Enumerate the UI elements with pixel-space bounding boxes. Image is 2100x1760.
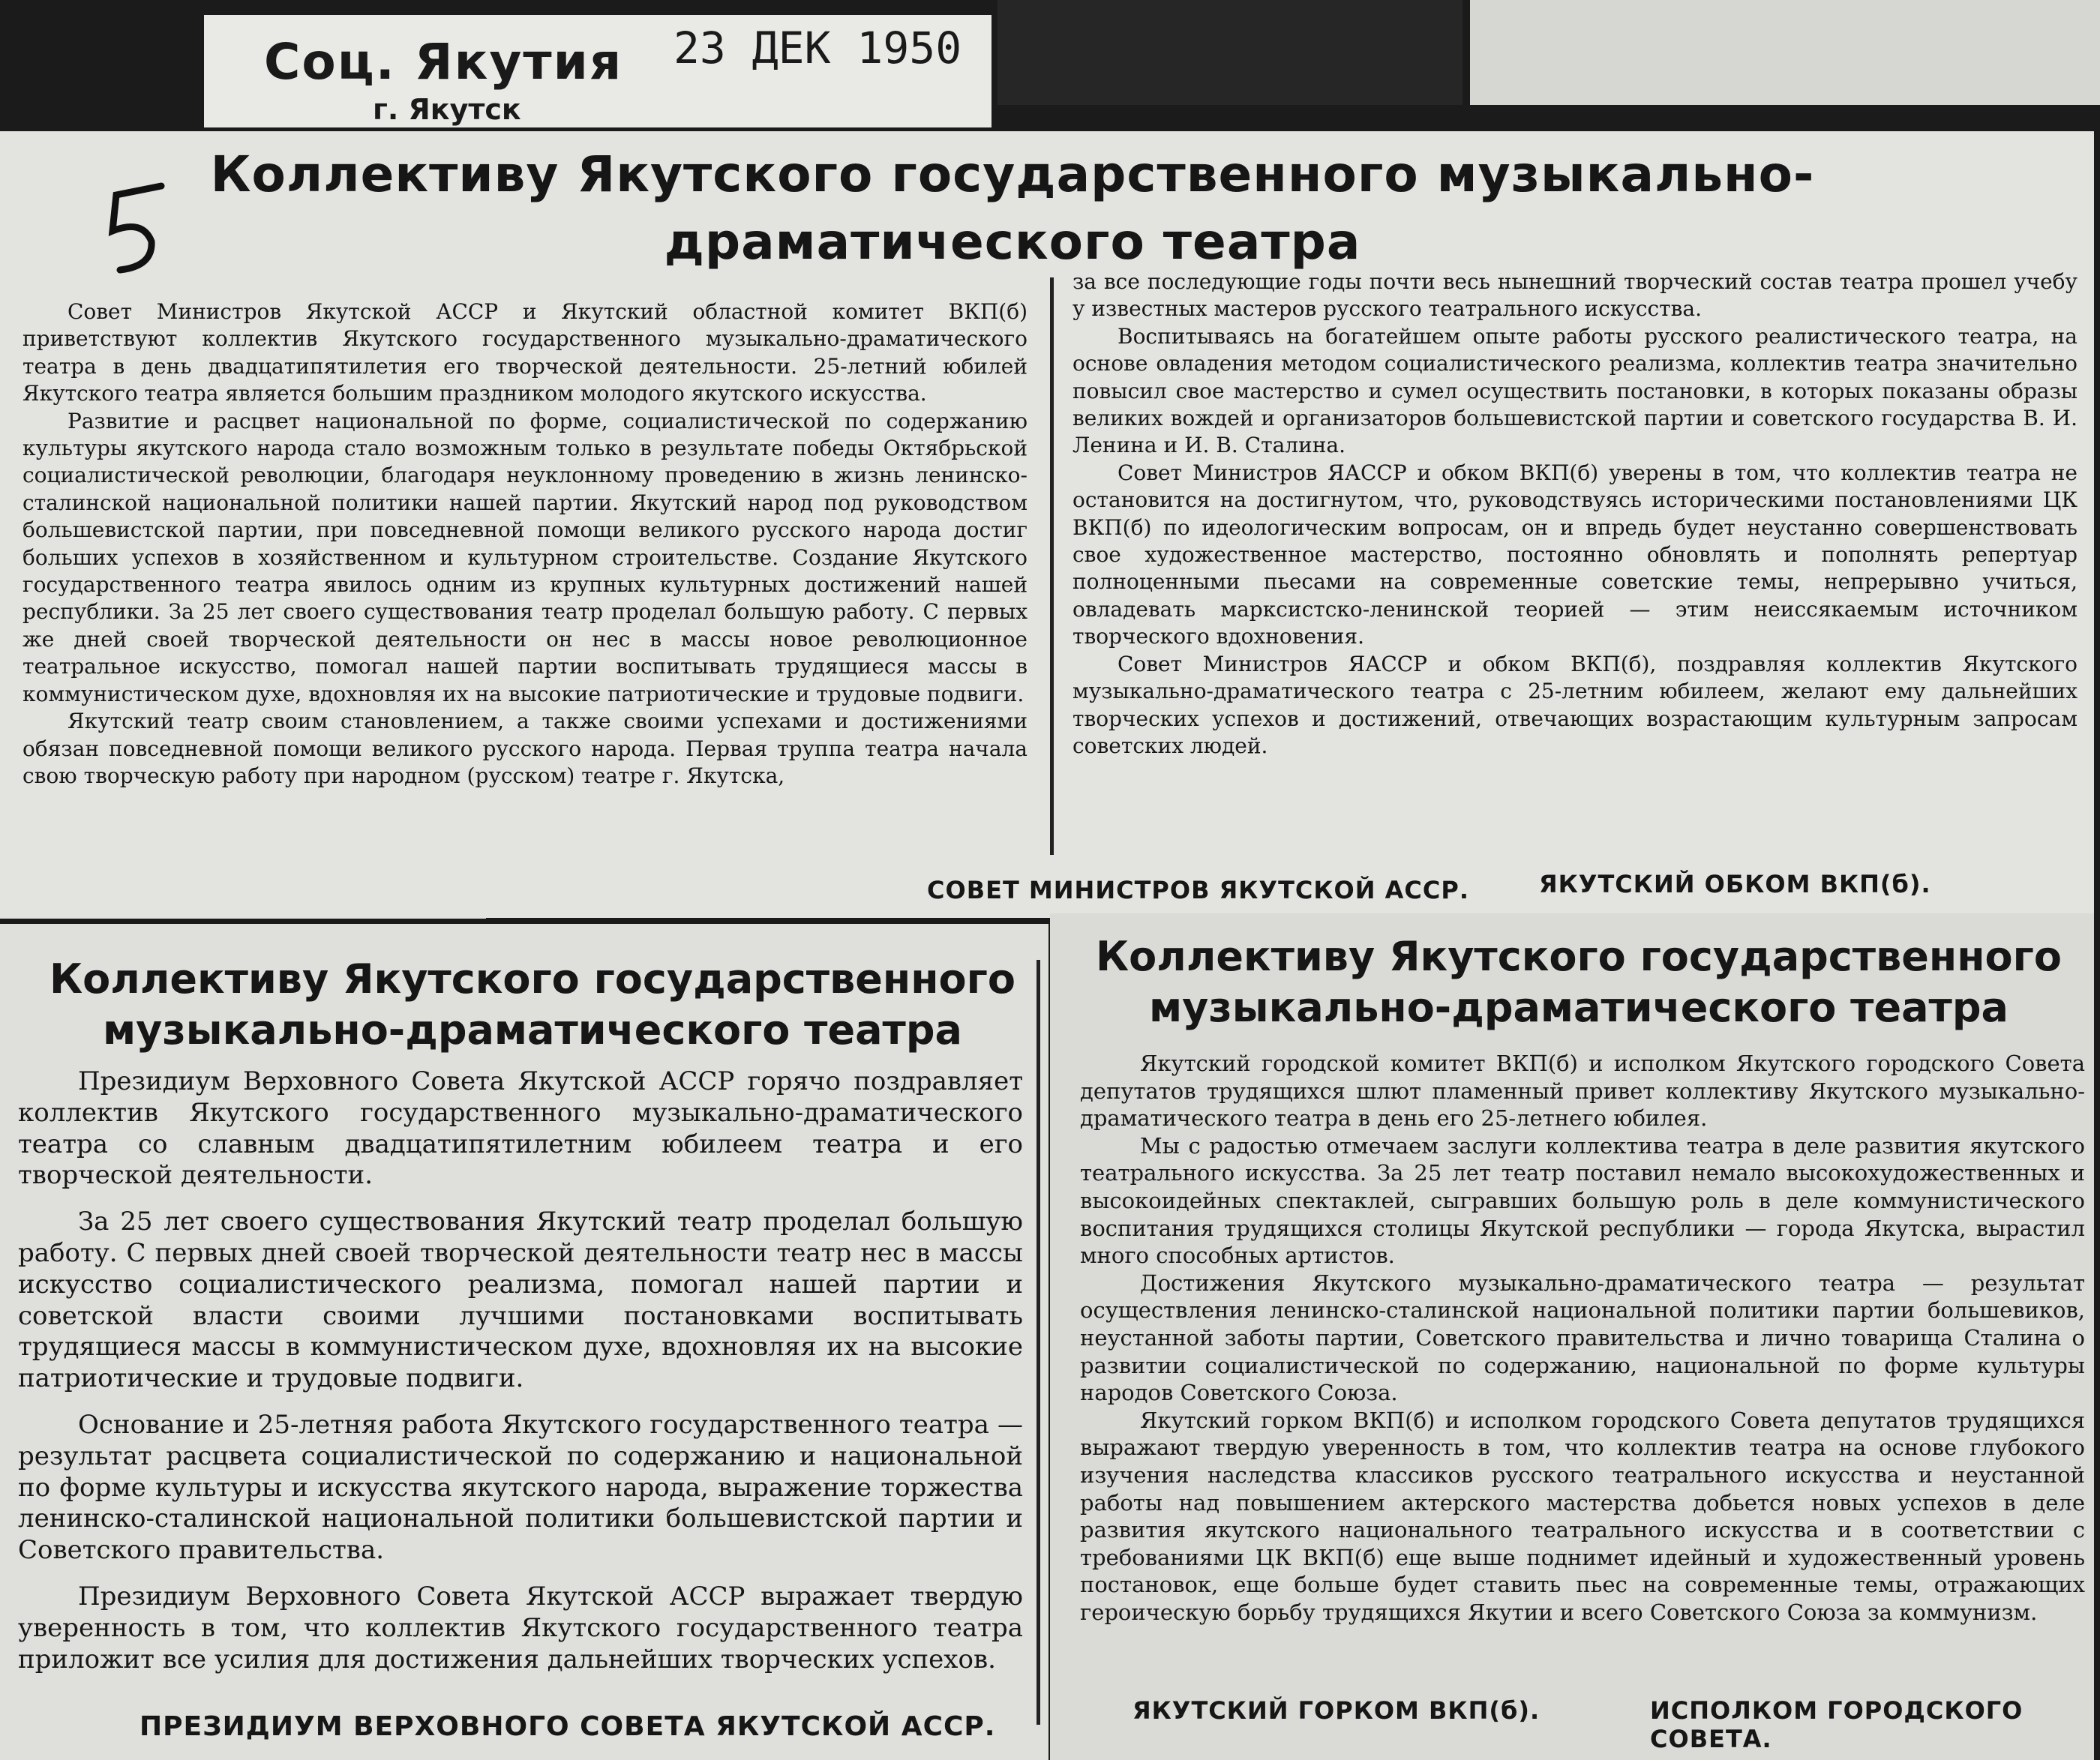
right-article-body (1080, 1050, 2085, 1626)
column-divider (1050, 277, 1054, 855)
top-article-right-column (1072, 268, 2078, 760)
source-stamp: Соц. Якутия (264, 33, 623, 91)
paragraph: Мы с радостью отмечаем заслуги коллектива театра в деле развития якутского театрального искусства. За 25 лет театр поставил немало высокохудожественных и высокоидейных спектаклей, сыгравших большую роль в деле коммунистического воспитания трудящихся столицы Якутской республики — города Якутска, вырастил много способных артистов. (1080, 1132, 2085, 1269)
city-stamp: г. Якутск (373, 93, 521, 126)
signature-obkom: ЯКУТСКИЙ ОБКОМ ВКП(б). (1539, 870, 1931, 898)
column-divider (1036, 960, 1040, 1725)
top-article-left-column (22, 298, 1028, 790)
paragraph: Развитие и расцвет национальной по форме, социалистической по содержанию культуры якутского народа стало возможным только в результате победы Октябрьской социалистической революции, благодаря неуклонному проведению в жизнь ленинско-сталинской национальной политики нашей партии. Якутский народ под руководством большевистской партии, при повседневной помощи великого русского народа достиг больших успехов в хозяйственном и культурном строительстве. Создание Якутского государственного театра явилось одним из крупных культурных достижений нашей республики. За 25 лет своего существования театр проделал большую работу. С первых же дней своей творческой деятельности он нес в массы новое революционное театральное искусство, помогал нашей партии воспитывать трудящиеся массы в коммунистическом духе, вдохновляя их на высокие патриотические и трудовые подвиги. (22, 408, 1028, 706)
paragraph: Якутский театр своим становлением, а также своими успехами и достижениями обязан повседневной помощи великого русского народа. Первая труппа театра начала свою творческую работу при народном (русском) театре г. Якутска, (22, 709, 1028, 788)
handwritten-number-mark (90, 172, 180, 277)
left-article-body (18, 1066, 1023, 1690)
signature-ispolkom: ИСПОЛКОМ ГОРОДСКОГО СОВЕТА. (1650, 1696, 2024, 1753)
date-stamp: 23 ДЕК 1950 (674, 22, 962, 73)
paragraph: Совет Министров Якутской АССР и Якутский областной комитет ВКП(б) приветствуют коллектив Якутского государственного музыкально-драматического театра в день двадцатипятилетия его творческой деятельности. 25-летний юбилей Якутского театра является большим праздником молодого якутского искусства. (22, 299, 1028, 406)
paragraph: Основание и 25-летняя работа Якутского государственного театра — результат расцвета социалистической по содержанию и национальной по форме культуры и искусства якутского народа, выражение торжества ленинско-сталинской национальной политики большевистской партии и Советского правительства. (18, 1409, 1023, 1566)
top-article-title: Коллективу Якутского государственного музыкально-драматического театра (210, 145, 1815, 271)
paragraph: Якутский городской комитет ВКП(б) и исполком Якутского городского Совета депутатов трудящихся шлют пламенный привет коллективу Якутского музыкально-драматического театра в день его 25-летнего юбилея. (1080, 1051, 2085, 1132)
signature-council-of-ministers: СОВЕТ МИНИСТРОВ ЯКУТСКОЙ АССР. (927, 876, 1469, 904)
left-article-title: Коллективу Якутского государственного музыкально-драматического театра (50, 955, 1016, 1054)
paragraph: Президиум Верховного Совета Якутской АССР горячо поздравляет коллектив Якутского государственного музыкально-драматического театра со славным двадцатипятилетним юбилеем театра и его творческой деятельности. (18, 1066, 1023, 1191)
paragraph: Президиум Верховного Совета Якутской АССР выражает твердую уверенность в том, что коллектив Якутского государственного театра приложит все усилия для достижения дальнейших творческих успехов. (18, 1581, 1023, 1675)
background-strip (1470, 0, 2100, 105)
paragraph: Совет Министров ЯАССР и обком ВКП(б), поздравляя коллектив Якутского музыкально-драматического театра с 25-летним юбилеем, желают ему дальнейших творческих успехов и достижений, отвечающих возрастающим культурным запросам советских людей. (1072, 651, 2078, 758)
signature-gorkom: ЯКУТСКИЙ ГОРКОМ ВКП(б). (1132, 1696, 1540, 1725)
paragraph: Якутский горком ВКП(б) и исполком городского Совета депутатов трудящихся выражают твердую уверенность в том, что коллектив театра на основе глубокого изучения наследства классиков русского театрального искусства и неустанной работы над повышением актерского мастерства добьется новых успехов в деле развития якутского национального театрального искусства и в соответствии с требованиями ЦК ВКП(б) еще выше поднимет идейный и художественный уровень постановок, еще больше будет ставить пьес на современные темы, отражающих героическую борьбу трудящихся Якутии и всего Советского Союза за коммунизм. (1080, 1407, 2085, 1625)
paragraph: Совет Министров ЯАССР и обком ВКП(б) уверены в том, что коллектив театра не остановится на достигнутом, что, руководствуясь историческими постановлениями ЦК ВКП(б) по идеологическим вопросам, он и впредь будет неустанно совершенствовать свое художественное мастерство, постоянно обновлять и пополнять репертуар полноценными пьесами на современные советские темы, непрерывно учиться, овладевать марксистско-ленинской теорией — этим неиссякаемым источником творческого вдохновения. (1072, 460, 2078, 649)
paragraph: за все последующие годы почти весь нынешний творческий состав театра прошел учебу у известных мастеров русского театрального искусства. (1072, 269, 2078, 322)
paragraph: За 25 лет своего существования Якутский театр проделал большую работу. С первых дней своей творческой деятельности театр нес в массы искусство социалистического реализма, помогал нашей партии и советской власти своими лучшими постановками воспитывать трудящиеся массы в коммунистическом духе, вдохновляя их на высокие патриотические и трудовые подвиги. (18, 1207, 1023, 1394)
paragraph: Достижения Якутского музыкально-драматического театра — результат осуществления ленинско-сталинской национальной политики партии большевиков, неустанной заботы партии, Советского правительства и лично товарища Сталина о развитии социалистической по содержанию, национальной по форме культуры народов Советского Союза. (1080, 1270, 2085, 1406)
background-strip (998, 0, 1462, 105)
right-article-title: Коллективу Якутского государственного музыкально-драматического театра (1096, 933, 2062, 1031)
paragraph: Воспитываясь на богатейшем опыте работы русского реалистического театра, на основе овладения методом социалистического реализма, коллектив театра значительно повысил свое мастерство и сумел осуществить постановки, в которых показаны образы великих вождей и организаторов большевистской партии и советского государства В. И. Ленина и И. В. Сталина. (1072, 323, 2078, 458)
signature-presidium: ПРЕЗИДИУМ ВЕРХОВНОГО СОВЕТА ЯКУТСКОЙ АССР. (140, 1711, 996, 1742)
clipping-label (204, 15, 992, 127)
